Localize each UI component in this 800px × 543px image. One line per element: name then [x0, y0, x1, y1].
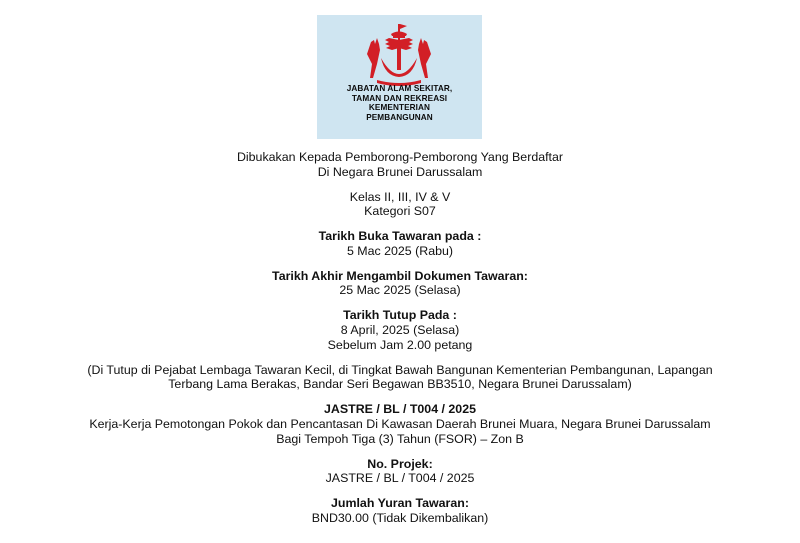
department-logo	[317, 15, 482, 139]
logo-text-line: PEMBANGUNAN	[366, 112, 433, 122]
intro-line: Dibukakan Kepada Pemborong-Pemborong Yang Berdaftar	[236, 150, 564, 164]
buka-date: 5 Mac 2025 (Rabu)	[346, 243, 454, 258]
reference-number: JASTRE / BL / T004 / 2025	[324, 402, 476, 417]
location-line: Terbang Lama Berakas, Bandar Seri Begawan BB3510, Negara Brunei Darussalam)	[168, 377, 632, 392]
logo-text-line: TAMAN DAN REKREASI	[351, 93, 448, 103]
tutup-date: 8 April, 2025 (Selasa)	[340, 323, 460, 338]
kategori-text: Kategori S07	[364, 204, 436, 219]
intro-line: Di Negara Brunei Darussalam	[317, 164, 483, 179]
projek-value: JASTRE / BL / T004 / 2025	[325, 471, 475, 486]
tutup-label: Tarikh Tutup Pada :	[343, 308, 457, 323]
brunei-crest-icon	[363, 20, 435, 88]
tutup-time: Sebelum Jam 2.00 petang	[327, 337, 473, 352]
akhir-label: Tarikh Akhir Mengambil Dokumen Tawaran:	[272, 268, 528, 283]
logo-text	[317, 84, 482, 122]
logo-text-line: KEMENTERIAN	[368, 103, 431, 113]
yuran-label: Jumlah Yuran Tawaran:	[331, 496, 469, 511]
project-title-line: Bagi Tempoh Tiga (3) Tahun (FSOR) – Zon B	[276, 431, 524, 446]
yuran-value: BND30.00 (Tidak Dikembalikan)	[311, 510, 489, 525]
location-line: (Di Tutup di Pejabat Lembaga Tawaran Kecil, di Tingkat Bawah Bangunan Kementerian Pembangunan, Lapangan	[87, 362, 713, 377]
logo-text-line: JABATAN ALAM SEKITAR,	[346, 84, 453, 93]
buka-label: Tarikh Buka Tawaran pada :	[318, 229, 482, 244]
projek-label: No. Projek:	[367, 456, 433, 471]
kelas-text: Kelas II, III, IV & V	[349, 189, 451, 204]
akhir-date: 25 Mac 2025 (Selasa)	[339, 283, 461, 298]
project-title-line: Kerja-Kerja Pemotongan Pokok dan Pencantasan Di Kawasan Daerah Brunei Muara, Negara Brunei Darussalam	[89, 416, 711, 431]
tender-notice	[0, 150, 800, 526]
